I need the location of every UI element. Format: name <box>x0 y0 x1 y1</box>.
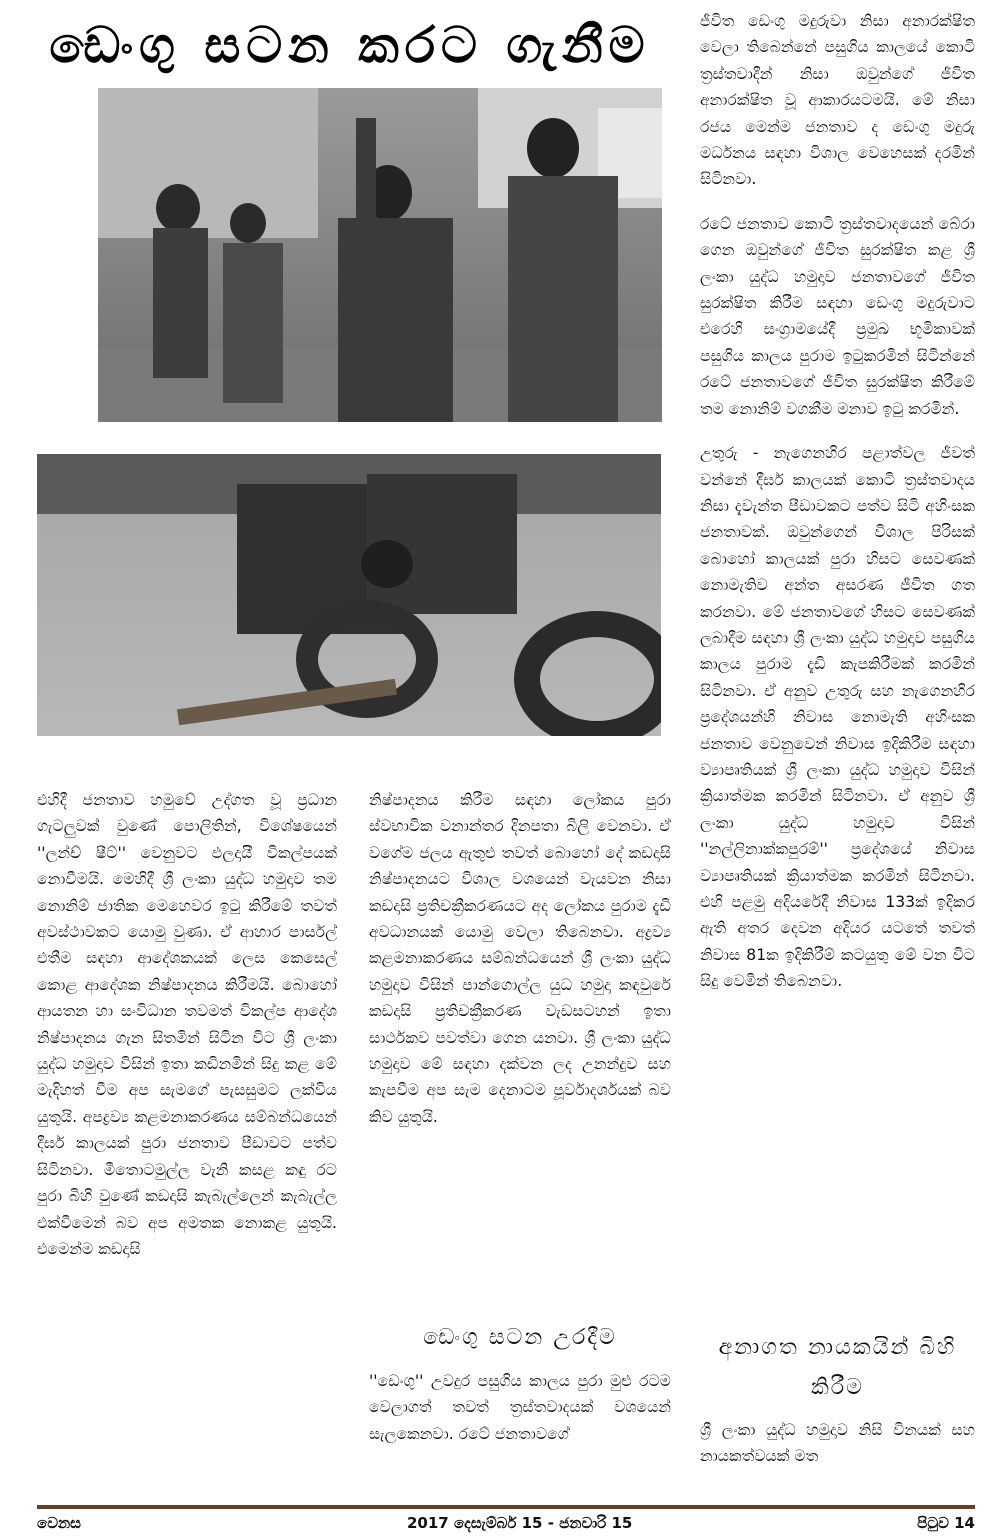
column-3b-paragraph: ශ්‍රී ලංකා යුද්ධ හමුදාව නිසි විනයක් සහ නායකත්වයක් මත <box>700 1421 975 1466</box>
column-3-paragraph-2: රටේ ජනතාව කොටි ත්‍රස්තවාදයෙන් බේරා ගෙන ඔවුන්ගේ ජීවිත සුරක්ෂිත කළ ශ්‍රී ලංකා යුද්ධ හමුදාව ජනතාවගේ ජීවිත සුරක්ෂිත කිරීම සඳහා ඩෙංගු මදුරුවාට එරෙහි සංග්‍රාමයේදී ප්‍රමුඛ භූමිකාවක් පසුගිය කාලය පුරාම ඉටුකරමින් සිටින්නේ රටේ ජනතාවගේ ජීවිත සුරක්ෂිත කිරීමේ තම නොනිම් වගකීම මනාව ඉටු කරමින්. <box>700 214 975 418</box>
column-3 <box>700 8 975 1308</box>
footer-issue-date: 2017 දෙසැම්බර් 15 - ජනවාරි 15 <box>407 1514 633 1532</box>
column-2-paragraph: නිෂ්පාදනය කිරීම සඳහා ලෝකය පුරා ස්වභාවික වනාන්තර දිනපතා බිලි වෙනවා. ඒ වගේම ජලය ඇතුළු තවත් බොහෝ දේ කඩදාසි නිෂ්පාදනයට විශාල වශයෙන් වැයවන නිසා කඩදාසි ප්‍රතිචක්‍රීකරණයට අද ලෝකය පුරාම දැඩි අවධානයක් යොමු වෙලා තිබෙනවා. අද්‍රව්‍ය කළමනාකරණය සම්බන්ධයෙන් ශ්‍රී ලංකා යුද්ධ හමුදාව විසින් පාන්ගොල්ල යුධ හමුදා කඳවුරේ කඩදාසි ප්‍රතිචක්‍රීකරණ වැඩසටහන් ඉතා සාර්ථකව පවත්වා ගෙන යනවා. ශ්‍රී ලංකා යුද්ධ හමුදාව මේ සඳහා දක්වන ලද උනන්දුව සහ කැපවීම අප සැම දෙනාටම පූර්වාදර්ශයක් බව කිව යුතුයි. <box>369 791 671 1126</box>
column-3-paragraph-3: උතුරු - නැගෙනහිර පළාත්වල ජීවත් වන්නේ දීර්ඝ කාලයක් කොටි ත්‍රස්තවාදය නිසා දැවැන්ත පීඩාවකට පත්ව සිටි අහිංසක ජනතාවක්. ඔවුන්ගෙන් විශාල පිරිසක් බොහෝ කාලයක් පුරා හිසට සෙවණක් නොමැතිව අන්ත අසරණ ජීවිත ගත කරනවා. මේ ජනතාවගේ හිසට සෙවණක් ලබාදීම සඳහා ශ්‍රී ලංකා යුද්ධ හමුදාව පසුගිය කාලය පුරාම දැඩි කැපකිරීමක් කරමින් සිටිනවා. ඒ අනුව උතුරු සහ නැගෙනහිර ප්‍රදේශයන්හි නිවාස නොමැති අහිංසක ජනතාව වෙනුවෙන් නිවාස ඉදිකිරීම සඳහා ව්‍යාපෘතියක් ශ්‍රී ලංකා යුද්ධ හමුදාව විසින් ක්‍රියාත්මක කරමින් සිටිනවා. ඒ අනුව ශ්‍රී ලංකා යුද්ධ හමුදාව විසින් ''නල්ලිනාක්කපුරම්'' ප්‍රදේශයේ නිවාස ව්‍යාපෘතියක් ක්‍රියාත්මක කරමින් සිටිනවා. එහි පළමු අදියරේදී නිවාස 133ක් ඉදිකර ඇති අතර දෙවන අදියර යටතේ තවත් නිවාස 81ක ඉදිකිරීම් කටයුතු මේ වන විට සිදු වෙමින් තිබෙනවා. <box>700 444 975 991</box>
subhead-dengue-fight: ඩෙංගු සටන උරදීම <box>423 1325 617 1350</box>
page-footer <box>37 1511 975 1535</box>
column-1-paragraph: එහිදී ජනතාව හමුවේ උද්ගත වූ ප්‍රධාන ගැටලුවක් වුණේ පොලිතින්, විශේෂයෙන් ''ලන්ච් ෂීට්'' වෙනුවට ඵලදායී විකල්පයක් නොවීමයි. මෙහිදී ශ්‍රී ලංකා යුද්ධ හමුදාව තම නොනිම් ජාතික මෙහෙවර ඉටු කිරීමේ තවත් අවස්ථාවකට යොමු වුණා. ඒ ආහාර පාර්සල් එතීම සඳහා ආදේශකයක් ලෙස කෙසෙල් කොළ ආදේශක නිෂ්පාදනය කිරීමයි. බොහෝ ආයතන හා සංවිධාන තවමත් විකල්ප ආදේශ නිෂ්පාදනය ගැන සිතමින් සිටින විට ශ්‍රී ලංකා යුද්ධ හමුදාව විසින් ඉතා කඩිනමින් සිදු කළ මේ මැදිහත් වීම අප සැමගේ පැසසුමට ලක්විය යුතුයි. අපද්‍රව්‍ය කළමනාකරණය සම්බන්ධයෙන් දීර්ඝ කාලයක් පුරා ජනතාව පීඩාවට පත්ව සිටිනවා. මීතොටමුල්ල වැනි කසළ කඳු රට පුරා බිහි වුණේ කඩදාසි කැබැල්ලෙන් කැබැල්ල එක්වීමෙන් බව අප අමතක නොකළ යුතුයි. එමෙන්ම කඩදාසි <box>37 791 337 1258</box>
headline: ඩෙංගු සටන කරට ගැනීම <box>49 16 651 74</box>
column-2b-paragraph: ''ඩෙංගු'' උවදුර පසුගිය කාලය පුරා මුළු රටම වෙලාගත් තවත් ත්‍රස්තවාදයක් වශයෙන් සැලකෙනවා. රටේ ජනතාවගේ <box>369 1372 671 1443</box>
column-1 <box>37 787 337 1495</box>
footer-publication-name: වෙනස <box>37 1514 81 1532</box>
column-2 <box>369 787 671 1307</box>
photo-soldiers-inspection <box>98 88 662 422</box>
column-3-continued <box>700 1417 975 1497</box>
footer-page-number: පිටුව 14 <box>917 1514 975 1532</box>
subhead-future-leaders: අනාගත නායකයින් බිහි කිරීම <box>718 1335 957 1400</box>
column-2-continued <box>369 1368 671 1496</box>
photo-soldiers-tyres <box>37 454 661 736</box>
footer-rule <box>37 1505 975 1509</box>
column-3-paragraph-1: ජීවිත ඩෙංගු මදුරුවා නිසා අනාරක්ෂිත වෙලා තිබෙන්නේ පසුගිය කාලයේ කොටි ත්‍රස්තවාදීන් නිසා ඔවුන්ගේ ජීවිත අනාරක්ෂිත වූ ආකාරයටමයි. මේ නිසා රජය මෙන්ම ජනතාව ද ඩෙංගු මදුරු මර්ධනය සඳහා විශාල වෙහෙසක් දරමින් සිටිනවා. <box>700 12 975 189</box>
